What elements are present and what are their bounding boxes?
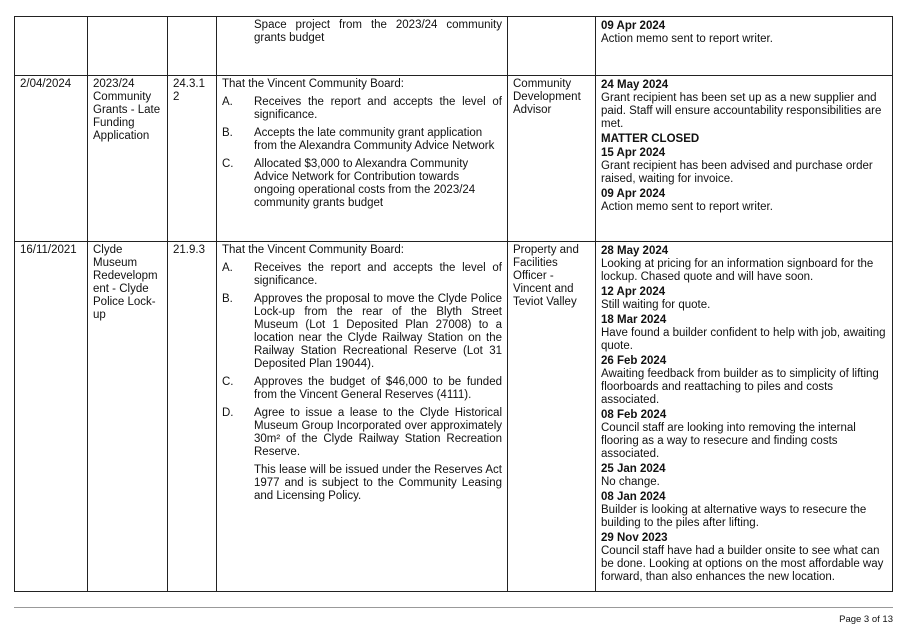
update-text: Action memo sent to report writer.: [601, 33, 773, 45]
resolution-item: [222, 96, 502, 122]
action-table: [14, 16, 893, 592]
item-letter: C.: [222, 376, 234, 388]
resolution-cell: [217, 242, 508, 592]
table-row: [15, 17, 893, 76]
ref-cell: 21.9.3: [168, 242, 217, 592]
item-letter: A.: [222, 262, 233, 274]
footer-divider: [14, 607, 893, 608]
update-date: 29 Nov 2023: [601, 532, 668, 544]
ref-cell: [168, 17, 217, 76]
update-date: 09 Apr 2024: [601, 20, 666, 32]
item-text: Receives the report and accepts the level of significance.: [254, 96, 502, 121]
update-text: Still waiting for quote.: [601, 299, 711, 311]
update-text: Action memo sent to report writer.: [601, 201, 773, 213]
subject-cell: Clyde Museum Redevelopm ent - Clyde Police Lock-up: [88, 242, 168, 592]
resolution-cell: [217, 17, 508, 76]
meeting-date-cell: [15, 17, 88, 76]
update-text: Grant recipient has been advised and purchase order raised, waiting for invoice.: [601, 160, 873, 185]
meeting-date-cell: 16/11/2021: [15, 242, 88, 592]
resolution-continued-text: Space project from the 2023/24 community grants budget: [254, 19, 502, 44]
item-letter: A.: [222, 96, 233, 108]
responsible-cell: Property and Facilities Officer - Vincent and Teviot Valley: [508, 242, 596, 592]
resolution-intro: That the Vincent Community Board:: [222, 78, 404, 90]
updates-cell: [596, 76, 893, 242]
updates-cell: [596, 242, 893, 592]
page-number: Page 3 of 13: [839, 614, 893, 625]
update-date: 28 May 2024: [601, 245, 669, 257]
item-letter: D.: [222, 407, 234, 419]
item-letter: B.: [222, 127, 233, 139]
update-text: Builder is looking at alternative ways to resecure the building to the piles after lifting.: [601, 504, 867, 529]
item-text: Receives the report and accepts the level of significance.: [254, 262, 502, 287]
resolution-item: [222, 262, 502, 288]
update-date: 25 Jan 2024: [601, 463, 666, 475]
subject-cell: [88, 17, 168, 76]
meeting-date-cell: 2/04/2024: [15, 76, 88, 242]
subject-cell: 2023/24 Community Grants - Late Funding Application: [88, 76, 168, 242]
resolution-item: [222, 293, 502, 371]
matter-closed-label: MATTER CLOSED: [601, 133, 700, 145]
table-row: [15, 76, 893, 242]
resolution-item: [222, 376, 502, 402]
item-text: Accepts the late community grant application from the Alexandra Community Advice Network: [254, 127, 495, 152]
responsible-cell: [508, 17, 596, 76]
resolution-item: [222, 158, 502, 210]
update-date: 12 Apr 2024: [601, 286, 666, 298]
item-letter: C.: [222, 158, 234, 170]
lease-note: This lease will be issued under the Reserves Act 1977 and is subject to the Community Leasing and Licensing Policy.: [254, 464, 502, 502]
item-text: Allocated $3,000 to Alexandra Community Advice Network for Contribution towards ongoing operational costs from the 2023/24 community grants budget: [254, 158, 476, 209]
update-text: Have found a builder confident to help with job, awaiting quote.: [601, 327, 886, 352]
resolution-intro: That the Vincent Community Board:: [222, 244, 404, 256]
update-date: 08 Jan 2024: [601, 491, 666, 503]
update-date: 15 Apr 2024: [601, 147, 666, 159]
resolution-item: [222, 407, 502, 459]
item-text: Approves the proposal to move the Clyde Police Lock-up from the rear of the Blyth Street Museum (Lot 1 Deposited Plan 27008) to a location near the Clyde Railway Station on the Railway Station Recreational Reserve (Lot 31 Deposited Plan 19044).: [254, 293, 502, 370]
update-text: Looking at pricing for an information signboard for the lockup. Chased quote and will have soon.: [601, 258, 874, 283]
responsible-cell: Community Development Advisor: [508, 76, 596, 242]
updates-cell: [596, 17, 893, 76]
item-letter: B.: [222, 293, 233, 305]
update-text: Awaiting feedback from builder as to simplicity of lifting floorboards and reattaching to piles and costs associated.: [601, 368, 879, 406]
item-text: Approves the budget of $46,000 to be funded from the Vincent General Reserves (4111).: [254, 376, 502, 401]
update-date: 18 Mar 2024: [601, 314, 667, 326]
resolution-item: [222, 127, 502, 153]
update-text: Grant recipient has been set up as a new supplier and paid. Staff will ensure accountability responsibilities are met.: [601, 92, 882, 130]
resolution-cell: [217, 76, 508, 242]
update-text: Council staff are looking into removing the internal flooring as a way to resecure and finding costs associated.: [601, 422, 856, 460]
table-row: [15, 242, 893, 592]
ref-cell: 24.3.1 2: [168, 76, 217, 242]
update-text: Council staff have had a builder onsite to see what can be done. Looking at options on the most affordable way forward, than also enhances the new location.: [601, 545, 884, 583]
update-date: 08 Feb 2024: [601, 409, 667, 421]
update-date: 26 Feb 2024: [601, 355, 667, 367]
item-text: Agree to issue a lease to the Clyde Historical Museum Group Incorporated over approximately 30m² of the Clyde Railway Station Recreation Reserve.: [254, 407, 502, 458]
update-date: 09 Apr 2024: [601, 188, 666, 200]
update-text: No change.: [601, 476, 660, 488]
update-date: 24 May 2024: [601, 79, 669, 91]
